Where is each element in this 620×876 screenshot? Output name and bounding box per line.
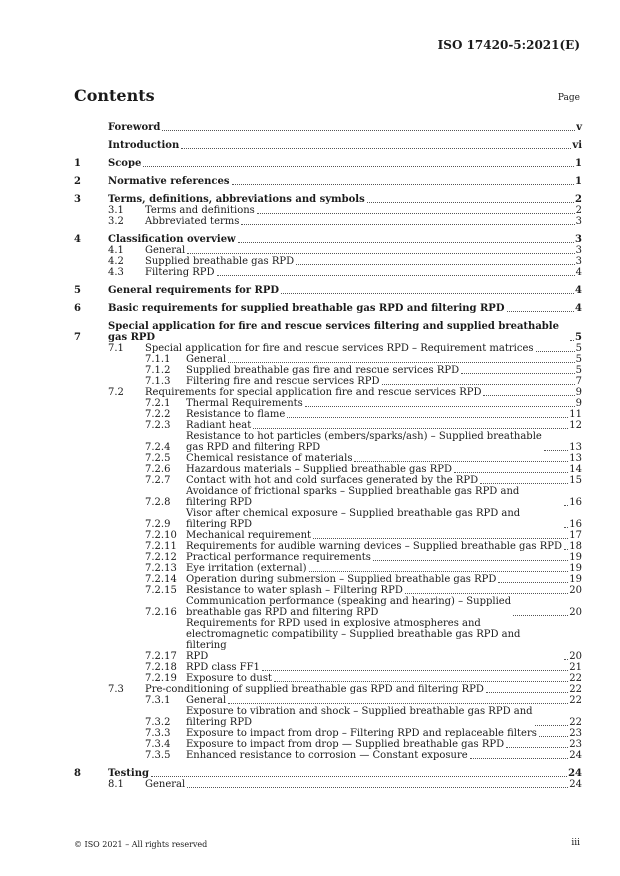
toc-entry-body (108, 122, 582, 133)
toc-entry-body (108, 768, 582, 779)
toc-entry-number: 3 (74, 194, 81, 205)
toc-entry-title: General (145, 245, 186, 256)
dot-leader (570, 340, 574, 341)
dot-leader (217, 275, 575, 276)
toc-entry-title: Enhanced resistance to corrosion — Constant exposure (186, 750, 468, 761)
toc-entry-number: 7.2.4 (145, 442, 171, 453)
toc-entry-title: General requirements for RPD (108, 285, 280, 296)
toc-entry-body (186, 420, 582, 431)
toc-entry-title: Introduction (108, 140, 180, 151)
toc-entry-body (108, 158, 582, 169)
toc-entry-title: Scope (108, 158, 142, 169)
toc-entry-number: 7.2.1 (145, 398, 171, 409)
toc-entry[interactable] (74, 779, 582, 790)
dot-leader (232, 184, 575, 185)
toc-entry[interactable] (74, 376, 582, 387)
document-id: ISO 17420-5:2021(E) (437, 38, 580, 52)
dot-leader (454, 472, 568, 473)
page-number: iii (571, 838, 580, 848)
toc-entry-body (145, 779, 582, 790)
toc-entry[interactable] (74, 530, 582, 541)
toc-entry-page: 4 (575, 285, 582, 296)
toc-entry-body (186, 695, 582, 706)
toc-entry-body (108, 321, 582, 343)
toc-entry-title: Visor after chemical exposure – Supplied breathable gas RPD and filtering RPD (186, 508, 521, 530)
toc-entry-page: 3 (575, 216, 582, 227)
toc-entry[interactable] (74, 508, 582, 530)
toc-entry-page: 22 (569, 673, 582, 684)
toc-entry-body (145, 205, 582, 216)
toc-entry-number: 7.3.1 (145, 695, 171, 706)
dot-leader (544, 450, 568, 451)
toc-entry-number: 7.1 (108, 343, 124, 354)
toc-entry[interactable] (74, 321, 582, 343)
toc-entry-body (186, 618, 582, 662)
toc-entry-number: 7.1.1 (145, 354, 171, 365)
toc-entry[interactable] (74, 728, 582, 739)
toc-entry-title: Thermal Requirements (186, 398, 303, 409)
toc-entry-page: 20 (569, 651, 582, 662)
toc-entry[interactable] (74, 409, 582, 420)
dot-leader (405, 593, 568, 594)
toc-entry-title: Eye irritation (external) (186, 563, 307, 574)
toc-entry-title: Communication performance (speaking and hearing) – Supplied breathable gas RPD and filtering RPD (186, 596, 512, 618)
toc-entry-number: 7.2.8 (145, 497, 171, 508)
toc-entry-page: 23 (569, 739, 582, 750)
toc-entry-body (186, 574, 582, 585)
toc-entry[interactable] (74, 695, 582, 706)
toc-entry-title: Supplied breathable gas fire and rescue services RPD (186, 365, 460, 376)
toc-entry-number: 7.1.2 (145, 365, 171, 376)
toc-entry-title: Exposure to impact from drop – Filtering RPD and replaceable filters (186, 728, 537, 739)
toc-entry-title: Mechanical requirement (186, 530, 312, 541)
toc-entry-number: 7.2.6 (145, 464, 171, 475)
table-of-contents (74, 122, 582, 790)
toc-entry-page: 16 (569, 519, 582, 530)
toc-entry[interactable] (74, 453, 582, 464)
toc-entry-page: 21 (569, 662, 582, 673)
toc-entry[interactable] (74, 486, 582, 508)
dot-leader (354, 461, 568, 462)
toc-entry[interactable] (74, 662, 582, 673)
dot-leader (143, 166, 574, 167)
toc-entry-title: General (186, 695, 227, 706)
toc-entry-body (145, 387, 582, 398)
toc-entry[interactable] (74, 750, 582, 761)
toc-entry-title: Resistance to flame (186, 409, 286, 420)
toc-entry[interactable] (74, 354, 582, 365)
dot-leader (536, 351, 575, 352)
toc-entry-number: 1 (74, 158, 81, 169)
toc-entry-body (186, 706, 582, 728)
toc-entry-number: 7.2.11 (145, 541, 177, 552)
toc-entry[interactable] (74, 343, 582, 354)
toc-entry-title: Abbreviated terms (145, 216, 240, 227)
dot-leader (535, 725, 569, 726)
toc-entry[interactable] (74, 245, 582, 256)
dot-leader (296, 264, 575, 265)
toc-entry-title: Requirements for special application fire and rescue services RPD (145, 387, 482, 398)
dot-leader (564, 659, 568, 660)
toc-entry-number: 7.3.2 (145, 717, 171, 728)
toc-entry-page: 1 (575, 158, 582, 169)
dot-leader (187, 787, 568, 788)
dot-leader (367, 202, 574, 203)
toc-entry-body (145, 256, 582, 267)
toc-entry-title: Requirements for audible warning devices – Supplied breathable gas RPD (186, 541, 562, 552)
toc-entry-body (186, 376, 582, 387)
toc-entry[interactable] (74, 706, 582, 728)
dot-leader (486, 692, 568, 693)
toc-entry[interactable] (74, 552, 582, 563)
toc-entry-page: 3 (575, 256, 582, 267)
toc-entry-number: 4.1 (108, 245, 124, 256)
toc-entry-number: 7.2.16 (145, 607, 177, 618)
toc-entry-title: Resistance to hot particles (embers/sparks/ash) – Supplied breathable gas RPD and filtering RPD (186, 431, 542, 453)
toc-entry-number: 3.1 (108, 205, 124, 216)
toc-entry-page: 14 (569, 464, 582, 475)
toc-entry-body (186, 596, 582, 618)
toc-entry-body (108, 285, 582, 296)
dot-leader (513, 615, 568, 616)
toc-entry-body (108, 140, 582, 151)
toc-entry-page: 22 (569, 684, 582, 695)
toc-entry-number: 8.1 (108, 779, 124, 790)
dot-leader (373, 560, 568, 561)
toc-entry-title: Terms and definitions (145, 205, 255, 216)
toc-entry-body (145, 216, 582, 227)
toc-entry-body (186, 431, 582, 453)
toc-entry-page: 4 (575, 303, 582, 314)
toc-entry-page: 11 (569, 409, 582, 420)
toc-entry-page: 5 (575, 354, 582, 365)
toc-entry-title: Filtering RPD (145, 267, 215, 278)
toc-entry-body (186, 563, 582, 574)
toc-entry-title: Normative references (108, 176, 230, 187)
toc-entry-body (186, 750, 582, 761)
toc-entry-body (186, 508, 582, 530)
toc-entry-number: 7.2.13 (145, 563, 177, 574)
toc-entry[interactable] (74, 739, 582, 750)
toc-entry[interactable] (74, 234, 582, 245)
toc-entry[interactable] (74, 475, 582, 486)
toc-entry-title: RPD class FF1 (186, 662, 260, 673)
toc-entry[interactable] (74, 684, 582, 695)
toc-entry-body (186, 662, 582, 673)
copyright-notice: © ISO 2021 – All rights reserved (74, 840, 208, 849)
dot-leader (253, 428, 568, 429)
toc-entry-number: 7.2.9 (145, 519, 171, 530)
toc-entry[interactable] (74, 194, 582, 205)
toc-entry-title: Pre-conditioning of supplied breathable gas RPD and filtering RPD (145, 684, 484, 695)
toc-entry-number: 7.3 (108, 684, 124, 695)
dot-leader (480, 483, 568, 484)
toc-entry-body (186, 530, 582, 541)
dot-leader (507, 311, 575, 312)
toc-entry-title: Classification overview (108, 234, 236, 245)
dot-leader (262, 670, 568, 671)
toc-entry[interactable] (74, 285, 582, 296)
toc-entry-page: 1 (575, 176, 582, 187)
toc-entry-title: Radiant heat (186, 420, 252, 431)
toc-entry-number: 6 (74, 303, 81, 314)
toc-entry-page: 3 (575, 234, 582, 245)
toc-entry-number: 8 (74, 768, 81, 779)
toc-entry-title: Special application for fire and rescue services filtering and supplied breathable gas RPD (108, 321, 559, 343)
toc-entry-number: 7.2.18 (145, 662, 177, 673)
toc-entry-body (145, 343, 582, 354)
toc-entry-page: 18 (569, 541, 582, 552)
toc-entry[interactable] (74, 673, 582, 684)
toc-entry-page: 24 (569, 750, 582, 761)
page-title: Contents (74, 86, 155, 105)
toc-entry-number: 7.2.3 (145, 420, 171, 431)
dot-leader (506, 747, 568, 748)
toc-entry-body (186, 739, 582, 750)
toc-entry-page: 2 (575, 194, 582, 205)
toc-entry-body (145, 245, 582, 256)
toc-entry[interactable] (74, 205, 582, 216)
dot-leader (187, 253, 574, 254)
dot-leader (313, 538, 568, 539)
toc-entry-body (186, 673, 582, 684)
toc-entry-number: 7.2.10 (145, 530, 177, 541)
toc-entry[interactable] (74, 216, 582, 227)
dot-leader (257, 213, 575, 214)
toc-entry-number: 7.2.12 (145, 552, 177, 563)
dot-leader (483, 395, 574, 396)
dot-leader (564, 549, 568, 550)
toc-entry-number: 7.2.2 (145, 409, 171, 420)
dot-leader (498, 582, 568, 583)
toc-entry-title: General (145, 779, 186, 790)
toc-entry-number: 7.2.7 (145, 475, 171, 486)
toc-entry-number: 7.2.17 (145, 651, 177, 662)
toc-entry-body (186, 453, 582, 464)
toc-entry-body (186, 365, 582, 376)
toc-entry-body (186, 552, 582, 563)
toc-entry-title: Filtering fire and rescue services RPD (186, 376, 380, 387)
toc-entry-page: 24 (569, 779, 582, 790)
toc-entry-number: 7.2.15 (145, 585, 177, 596)
toc-entry-page: 19 (569, 574, 582, 585)
toc-entry-page: 3 (575, 245, 582, 256)
toc-entry-body (108, 234, 582, 245)
toc-entry-number: 7.3.5 (145, 750, 171, 761)
toc-entry-page: 15 (569, 475, 582, 486)
dot-leader (228, 362, 574, 363)
toc-entry-title: Testing (108, 768, 149, 779)
dot-leader (274, 681, 568, 682)
toc-entry[interactable] (74, 387, 582, 398)
dot-leader (181, 148, 571, 149)
toc-entry-page: v (576, 122, 582, 133)
toc-entry[interactable] (74, 596, 582, 618)
toc-entry-number: 7 (74, 332, 81, 343)
page-column-label: Page (557, 93, 580, 103)
toc-entry-number: 4.3 (108, 267, 124, 278)
toc-entry-number: 7.3.3 (145, 728, 171, 739)
toc-entry-page: 5 (575, 332, 582, 343)
toc-entry[interactable] (74, 176, 582, 187)
toc-entry-body (186, 541, 582, 552)
dot-leader (162, 130, 575, 131)
toc-entry[interactable] (74, 574, 582, 585)
toc-entry-number: 5 (74, 285, 81, 296)
toc-entry-page: 12 (569, 420, 582, 431)
toc-entry-page: 19 (569, 552, 582, 563)
dot-leader (305, 406, 575, 407)
toc-entry-page: 5 (575, 365, 582, 376)
toc-entry-title: Basic requirements for supplied breathable gas RPD and filtering RPD (108, 303, 505, 314)
toc-entry-number: 2 (74, 176, 81, 187)
toc-entry-page: 4 (575, 267, 582, 278)
toc-entry-page: 9 (575, 387, 582, 398)
toc-entry-title: Exposure to impact from drop — Supplied breathable gas RPD (186, 739, 505, 750)
toc-entry-page: 24 (568, 768, 582, 779)
dot-leader (382, 384, 575, 385)
toc-entry-number: 7.2.14 (145, 574, 177, 585)
toc-entry-page: 9 (575, 398, 582, 409)
toc-entry-number: 7.3.4 (145, 739, 171, 750)
toc-entry-title: Exposure to dust (186, 673, 273, 684)
toc-entry-body (108, 194, 582, 205)
toc-entry-body (186, 486, 582, 508)
toc-entry[interactable] (74, 158, 582, 169)
toc-entry-title: Operation during submersion – Supplied breathable gas RPD (186, 574, 497, 585)
dot-leader (461, 373, 575, 374)
toc-entry-title: Requirements for RPD used in explosive atmospheres and electromagnetic compatibility – Supplied breathable gas RPD and filtering RPD (186, 618, 521, 662)
toc-entry[interactable] (74, 585, 582, 596)
toc-entry-title: Terms, definitions, abbreviations and symbols (108, 194, 365, 205)
dot-leader (564, 527, 568, 528)
toc-entry-title: Exposure to vibration and shock – Supplied breathable gas RPD and filtering RPD (186, 706, 533, 728)
dot-leader (281, 293, 574, 294)
toc-entry[interactable] (74, 398, 582, 409)
toc-entry-title: Foreword (108, 122, 161, 133)
toc-entry-page: 22 (569, 695, 582, 706)
dot-leader (238, 242, 574, 243)
toc-entry[interactable] (74, 303, 582, 314)
toc-entry-page: 19 (569, 563, 582, 574)
toc-entry-number: 7.2.5 (145, 453, 171, 464)
toc-entry-number: 4 (74, 234, 81, 245)
toc-entry[interactable] (74, 122, 582, 133)
toc-entry-body (186, 475, 582, 486)
dot-leader (564, 505, 568, 506)
toc-entry-title: Resistance to water splash – Filtering RPD (186, 585, 403, 596)
toc-entry[interactable] (74, 140, 582, 151)
toc-entry-body (186, 728, 582, 739)
dot-leader (287, 417, 568, 418)
dot-leader (470, 758, 569, 759)
toc-entry-page: 2 (575, 205, 582, 216)
toc-entry-body (186, 464, 582, 475)
toc-entry-body (108, 176, 582, 187)
toc-entry[interactable] (74, 267, 582, 278)
toc-entry-body (186, 354, 582, 365)
toc-entry-page: 17 (569, 530, 582, 541)
toc-entry-page: 13 (569, 453, 582, 464)
toc-entry-number: 7.1.3 (145, 376, 171, 387)
dot-leader (151, 776, 567, 777)
toc-entry-body (108, 303, 582, 314)
toc-entry[interactable] (74, 541, 582, 552)
toc-entry-body (186, 409, 582, 420)
dot-leader (228, 703, 568, 704)
toc-entry[interactable] (74, 365, 582, 376)
toc-entry-title: Practical performance requirements (186, 552, 371, 563)
toc-entry-number: 7.2.19 (145, 673, 177, 684)
toc-entry-page: 16 (569, 497, 582, 508)
toc-entry[interactable] (74, 563, 582, 574)
toc-entry-title: Special application for fire and rescue services RPD – Requirement matrices (145, 343, 534, 354)
toc-entry-number: 3.2 (108, 216, 124, 227)
toc-entry-page: vi (572, 140, 582, 151)
toc-entry-page: 13 (569, 442, 582, 453)
dot-leader (539, 736, 568, 737)
toc-entry-page: 23 (569, 728, 582, 739)
toc-entry[interactable] (74, 256, 582, 267)
toc-entry-title: Contact with hot and cold surfaces generated by the RPD (186, 475, 479, 486)
toc-entry-number: 7.2 (108, 387, 124, 398)
toc-entry-body (145, 684, 582, 695)
toc-entry[interactable] (74, 431, 582, 453)
toc-entry[interactable] (74, 618, 582, 662)
toc-entry-title: Avoidance of frictional sparks – Supplied breathable gas RPD and filtering RPD (186, 486, 520, 508)
dot-leader (241, 224, 574, 225)
toc-entry-body (186, 398, 582, 409)
toc-entry[interactable] (74, 464, 582, 475)
toc-entry-page: 20 (569, 607, 582, 618)
toc-entry-page: 5 (575, 343, 582, 354)
toc-entry[interactable] (74, 420, 582, 431)
toc-entry-body (186, 585, 582, 596)
toc-entry-number: 4.2 (108, 256, 124, 267)
toc-entry-title: Chemical resistance of materials (186, 453, 353, 464)
toc-entry-page: 7 (575, 376, 582, 387)
toc-entry-body (145, 267, 582, 278)
toc-entry-page: 20 (569, 585, 582, 596)
dot-leader (309, 571, 569, 572)
toc-entry-title: Hazardous materials – Supplied breathable gas RPD (186, 464, 452, 475)
toc-entry-title: General (186, 354, 227, 365)
toc-entry-title: Supplied breathable gas RPD (145, 256, 295, 267)
toc-entry-page: 22 (569, 717, 582, 728)
toc-entry[interactable] (74, 768, 582, 779)
